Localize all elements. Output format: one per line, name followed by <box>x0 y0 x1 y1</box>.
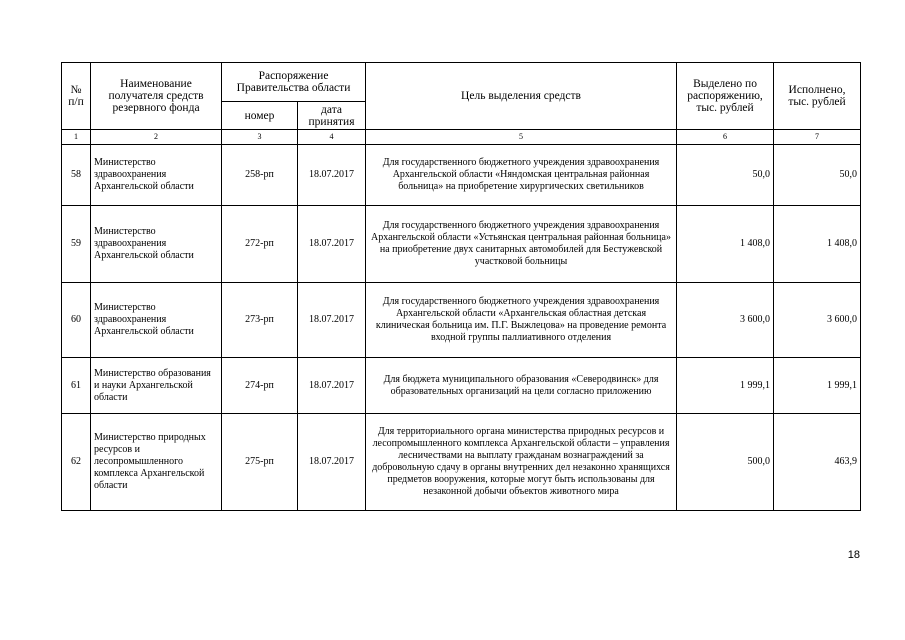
row-order-number: 258-рп <box>222 145 298 206</box>
header-order-date: дата принятия <box>298 102 366 130</box>
row-allocated: 500,0 <box>677 414 774 511</box>
row-recipient: Министерство здравоохранения Архангельской области <box>91 145 222 206</box>
row-purpose: Для государственного бюджетного учреждения здравоохранения Архангельской области «Няндомская центральная районная больница» на приобретение хирургических светильников <box>366 145 677 206</box>
header-order: Распоряжение Правительства области <box>222 63 366 102</box>
row-purpose: Для государственного бюджетного учреждения здравоохранения Архангельской области «Устьянская центральная районная больница» на приобретение двух санитарных автомобилей для Бестужевской участковой больницы <box>366 206 677 283</box>
column-number: 6 <box>677 130 774 145</box>
header-num: № п/п <box>62 63 91 130</box>
row-order-date: 18.07.2017 <box>298 358 366 414</box>
table-row <box>62 145 861 206</box>
row-order-number: 274-рп <box>222 358 298 414</box>
table-row <box>62 358 861 414</box>
row-num: 60 <box>62 283 91 358</box>
header-order-number: номер <box>222 102 298 130</box>
row-recipient: Министерство образования и науки Архангельской области <box>91 358 222 414</box>
row-num: 59 <box>62 206 91 283</box>
row-order-date: 18.07.2017 <box>298 206 366 283</box>
row-purpose: Для территориального органа министерства природных ресурсов и лесопромышленного комплекса Архангельской области – управления лесничествами на выплату гражданам вознаграждений за добровольную сдачу в органы внутренних дел незаконно хранящихся предметов вооружения, которые могут быть использованы для незаконной добычи объектов животного мира <box>366 414 677 511</box>
column-number: 4 <box>298 130 366 145</box>
row-recipient: Министерство здравоохранения Архангельской области <box>91 206 222 283</box>
row-executed: 3 600,0 <box>774 283 861 358</box>
column-number: 5 <box>366 130 677 145</box>
header-recipient: Наименование получателя средств резервного фонда <box>91 63 222 130</box>
row-executed: 463,9 <box>774 414 861 511</box>
table-row <box>62 283 861 358</box>
table-row <box>62 414 861 511</box>
row-allocated: 1 408,0 <box>677 206 774 283</box>
row-order-number: 272-рп <box>222 206 298 283</box>
column-number: 7 <box>774 130 861 145</box>
row-order-number: 275-рп <box>222 414 298 511</box>
row-order-date: 18.07.2017 <box>298 145 366 206</box>
row-executed: 1 408,0 <box>774 206 861 283</box>
row-executed: 1 999,1 <box>774 358 861 414</box>
header-purpose: Цель выделения средств <box>366 63 677 130</box>
row-recipient: Министерство природных ресурсов и лесопромышленного комплекса Архангельской области <box>91 414 222 511</box>
row-order-number: 273-рп <box>222 283 298 358</box>
header-allocated: Выделено по распоряжению, тыс. рублей <box>677 63 774 130</box>
row-recipient: Министерство здравоохранения Архангельской области <box>91 283 222 358</box>
row-order-date: 18.07.2017 <box>298 283 366 358</box>
row-allocated: 3 600,0 <box>677 283 774 358</box>
column-number: 3 <box>222 130 298 145</box>
column-number: 2 <box>91 130 222 145</box>
row-num: 62 <box>62 414 91 511</box>
reserve-fund-table <box>61 62 861 511</box>
page-number: 18 <box>847 549 860 561</box>
row-allocated: 50,0 <box>677 145 774 206</box>
table-row <box>62 206 861 283</box>
row-order-date: 18.07.2017 <box>298 414 366 511</box>
row-purpose: Для государственного бюджетного учреждения здравоохранения Архангельской области «Архангельская областная детская клиническая больница им. П.Г. Выжлецова» на проведение ремонта входной группы паллиативного отделения <box>366 283 677 358</box>
column-number: 1 <box>62 130 91 145</box>
row-num: 61 <box>62 358 91 414</box>
row-num: 58 <box>62 145 91 206</box>
row-executed: 50,0 <box>774 145 861 206</box>
row-purpose: Для бюджета муниципального образования «Северодвинск» для образовательных организаций на цели согласно приложению <box>366 358 677 414</box>
header-executed: Исполнено, тыс. рублей <box>774 63 861 130</box>
row-allocated: 1 999,1 <box>677 358 774 414</box>
